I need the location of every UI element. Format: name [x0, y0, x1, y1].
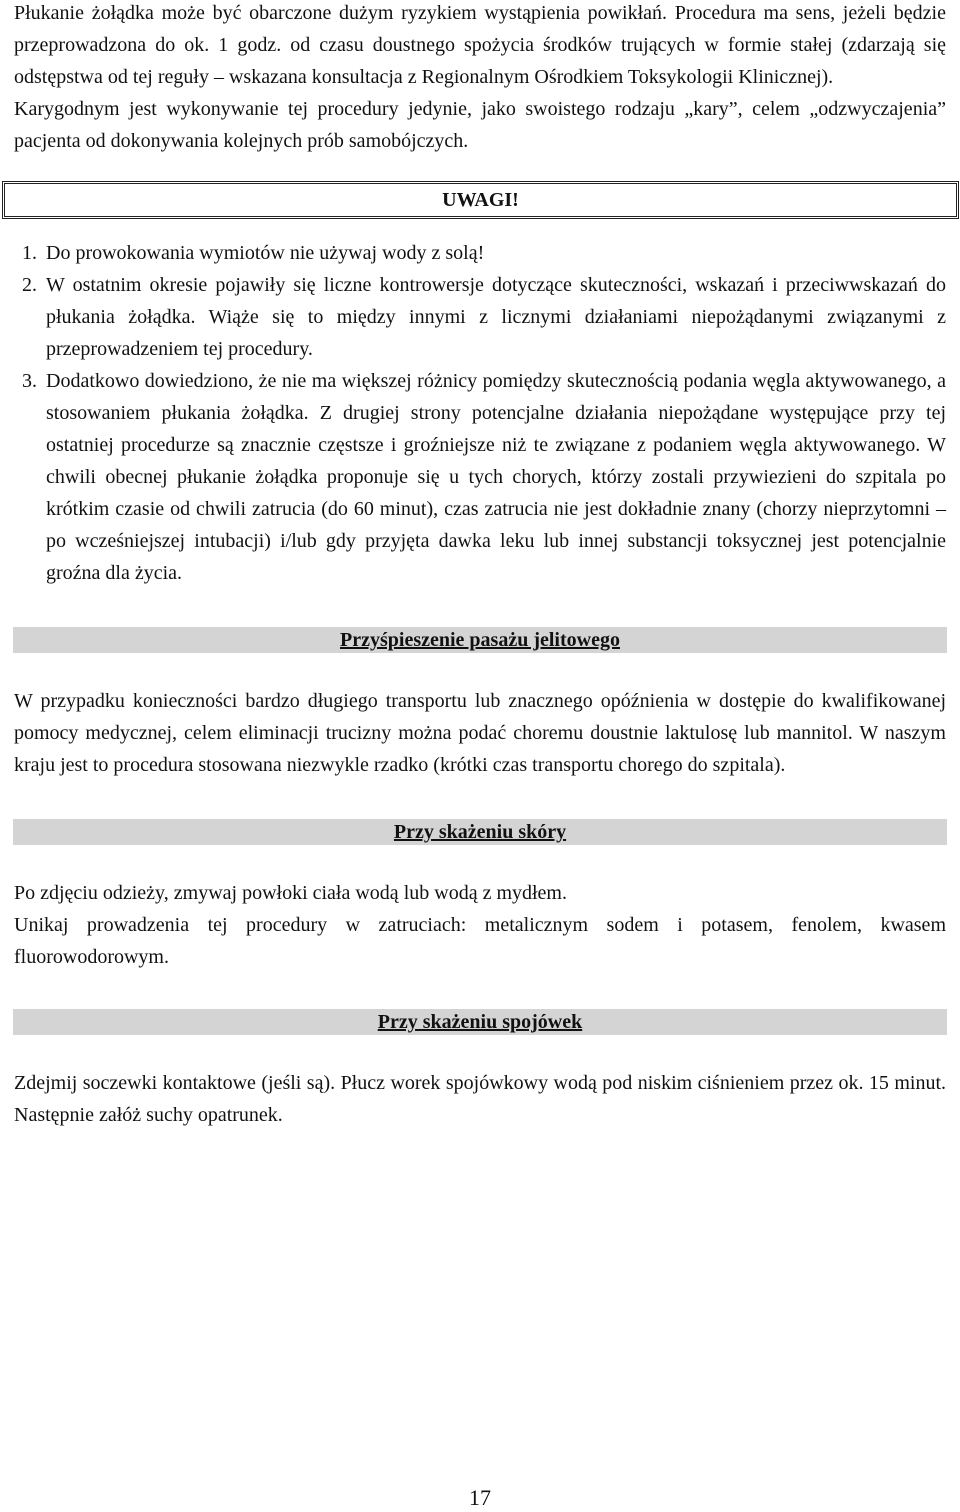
- list-item-number: 1.: [22, 242, 37, 264]
- uwagi-heading: UWAGI!: [2, 181, 959, 219]
- list-item-number: 3.: [22, 370, 37, 392]
- uwagi-list: [14, 237, 946, 589]
- page-number: 17: [469, 1485, 491, 1510]
- list-item: [14, 237, 946, 269]
- skin-paragraph-1: Po zdjęciu odzieży, zmywaj powłoki ciała wodą lub wodą z mydłem.: [14, 882, 567, 904]
- intro-paragraph-1: Płukanie żołądka może być obarczone dużym ryzykiem wystąpienia powikłań. Procedura ma sens, jeżeli będzie przeprowadzona do ok. 1 godz. od czasu doustnego spożycia środków trujących w formie stałej (zdarzają się odstępstwa od tej reguły – wskazana konsultacja z Regionalnym Ośrodkiem Toksykologii Klinicznej).: [14, 2, 946, 88]
- list-item-number: 2.: [22, 274, 37, 296]
- list-item-text: Dodatkowo dowiedziono, że nie ma większej różnicy pomiędzy skutecznością podania węgla aktywowanego, a stosowaniem płukania żołądka. Z drugiej strony potencjalne działania niepożądane występujące przy tej ostatniej procedurze są znacznie częstsze i groźniejsze niż te związane z podaniem węgla aktywowanego. W chwili obecnej płukanie żołądka proponuje się u tych chorych, którzy zostali przywiezieni do szpitala po krótkim czasie od chwili zatrucia (do 60 minut), czas zatrucia nie jest dokładnie znany (chorzy nieprzytomni – po wcześniejszej intubacji) i/lub gdy przyjęta dawka leku lub innej substancji toksycznej jest potencjalnie groźna dla życia.: [46, 370, 946, 584]
- intro-paragraph-2: Karygodnym jest wykonywanie tej procedury jedynie, jako swoistego rodzaju „kary”, celem „odzwyczajenia” pacjenta od dokonywania kolejnych prób samobójczych.: [14, 98, 946, 152]
- eyes-paragraph: Zdejmij soczewki kontaktowe (jeśli są). Płucz worek spojówkowy wodą pod niskim ciśnieniem przez ok. 15 minut. Następnie załóż suchy opatrunek.: [14, 1072, 946, 1126]
- section-heading-eyes: Przy skażeniu spojówek: [13, 1009, 947, 1035]
- list-item-text: W ostatnim okresie pojawiły się liczne kontrowersje dotyczące skuteczności, wskazań i przeciwwskazań do płukania żołądka. Wiąże się to między innymi z licznymi działaniami niepożądanymi związanymi z przeprowadzeniem tej procedury.: [46, 274, 946, 360]
- section-heading-gut: Przyśpieszenie pasażu jelitowego: [13, 627, 947, 653]
- list-item: [14, 365, 946, 589]
- list-item-text: Do prowokowania wymiotów nie używaj wody z solą!: [46, 242, 485, 264]
- skin-paragraph-2: Unikaj prowadzenia tej procedury w zatruciach: metalicznym sodem i potasem, fenolem, kwasem fluorowodorowym.: [14, 914, 946, 968]
- list-item: [14, 269, 946, 365]
- section-heading-skin: Przy skażeniu skóry: [13, 819, 947, 845]
- gut-paragraph: W przypadku konieczności bardzo długiego transportu lub znacznego opóźnienia w dostępie do kwalifikowanej pomocy medycznej, celem eliminacji trucizny można podać choremu doustnie laktulosę lub mannitol. W naszym kraju jest to procedura stosowana niezwykle rzadko (krótki czas transportu chorego do szpitala).: [14, 690, 946, 776]
- document-page: [14, 0, 946, 1131]
